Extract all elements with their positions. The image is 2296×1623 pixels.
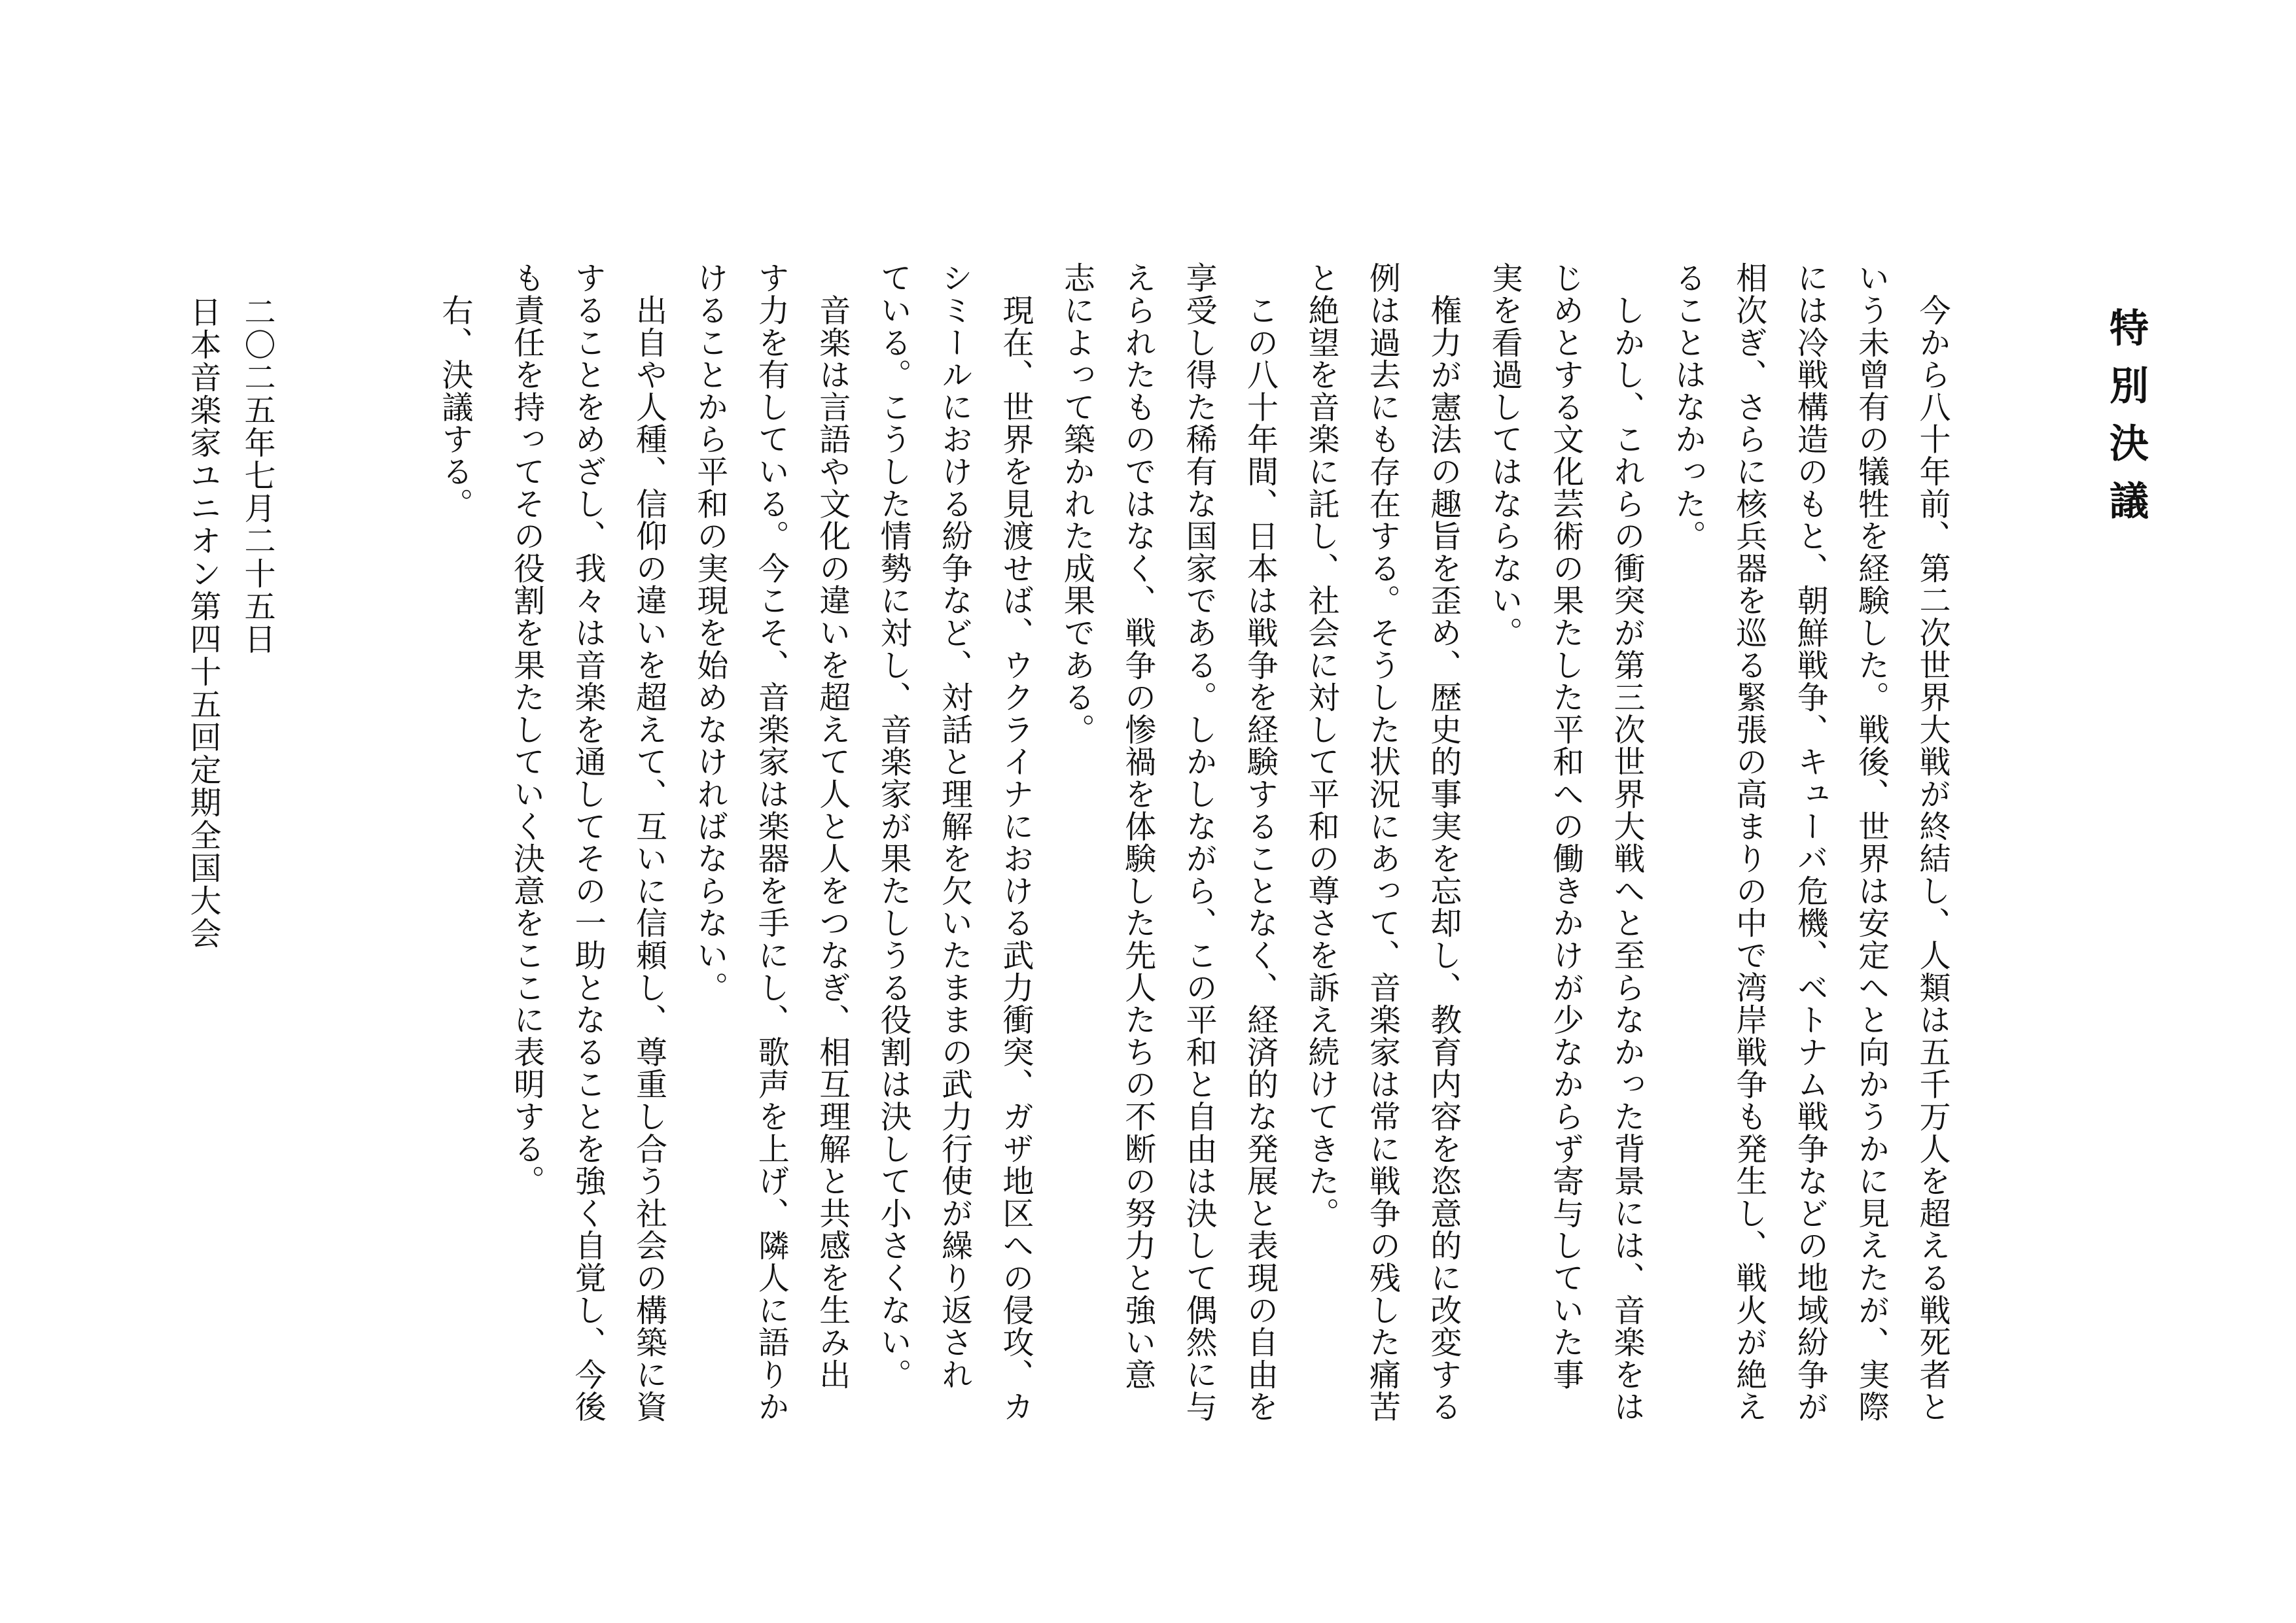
body-line: 権力が憲法の趣旨を歪め、歴史的事実を忘却し、教育内容を恣意的に改変する <box>1424 262 1462 1423</box>
body-line: いう未曾有の犠牲を経験した。戦後、世界は安定へと向かうかに見えたが、実際 <box>1852 262 1890 1423</box>
body-line: ている。こうした情勢に対し、音楽家が果たしうる役割は決して小さくない。 <box>875 262 912 1391</box>
body-line: じめとする文化芸術の果たした平和への働きかけが少なからず寄与していた事 <box>1547 262 1584 1391</box>
body-line: 現在、世界を見渡せば、ウクライナにおける武力衝突、ガザ地区への侵攻、カ <box>997 262 1034 1423</box>
body-line: 志によって築かれた成果である。 <box>1058 262 1095 746</box>
body-line: 出自や人種、信仰の違いを超えて、互いに信頼し、尊重し合う社会の構築に資 <box>630 262 667 1423</box>
body-line: しかし、これらの衝突が第三次世界大戦へと至らなかった背景には、音楽をは <box>1608 262 1645 1423</box>
body-line: けることから平和の実現を始めなければならない。 <box>691 262 728 1003</box>
body-line: には冷戦構造のもと、朝鮮戦争、キューバ危機、ベトナム戦争などの地域紛争が <box>1792 262 1829 1423</box>
body-line: 享受し得た稀有な国家である。しかしながら、この平和と自由は決して偶然に与 <box>1180 262 1218 1423</box>
resolution-date: 二〇二五年七月二十五日 <box>239 296 275 655</box>
body-line: シミールにおける紛争など、対話と理解を欠いたままの武力行使が繰り返され <box>936 262 973 1391</box>
body-line: えられたものではなく、戦争の惨禍を体験した先人たちの不断の努力と強い意 <box>1119 262 1156 1391</box>
body-line: す力を有している。今こそ、音楽家は楽器を手にし、歌声を上げ、隣人に語りか <box>752 262 790 1423</box>
organization-name: 日本音楽家ユニオン第四十五回定期全国大会 <box>185 296 221 950</box>
resolution-body <box>495 262 1962 1423</box>
body-line: この八十年間、日本は戦争を経験することなく、経済的な発展と表現の自由を <box>1241 262 1279 1423</box>
body-line: と絶望を音楽に託し、社会に対して平和の尊さを訴え続けてきた。 <box>1302 262 1339 1229</box>
body-line: 今から八十年前、第二次世界大戦が終結し、人類は五千万人を超える戦死者と <box>1914 262 1951 1423</box>
body-line: も責任を持ってその役割を果たしていく決意をここに表明する。 <box>508 262 545 1197</box>
closing-statement: 右、決議する。 <box>436 262 473 520</box>
body-line: することをめざし、我々は音楽を通してその一助となることを強く自覚し、今後 <box>569 262 607 1423</box>
body-line: 例は過去にも存在する。そうした状況にあって、音楽家は常に戦争の残した痛苦 <box>1364 262 1401 1423</box>
body-line: 実を看過してはならない。 <box>1486 262 1523 649</box>
document-title: 特別決議 <box>2103 307 2149 538</box>
body-line: ることはなかった。 <box>1669 262 1706 552</box>
body-line: 相次ぎ、さらに核兵器を巡る緊張の高まりの中で湾岸戦争も発生し、戦火が絶え <box>1730 262 1767 1423</box>
body-line: 音楽は言語や文化の違いを超えて人と人をつなぎ、相互理解と共感を生み出 <box>813 262 851 1391</box>
